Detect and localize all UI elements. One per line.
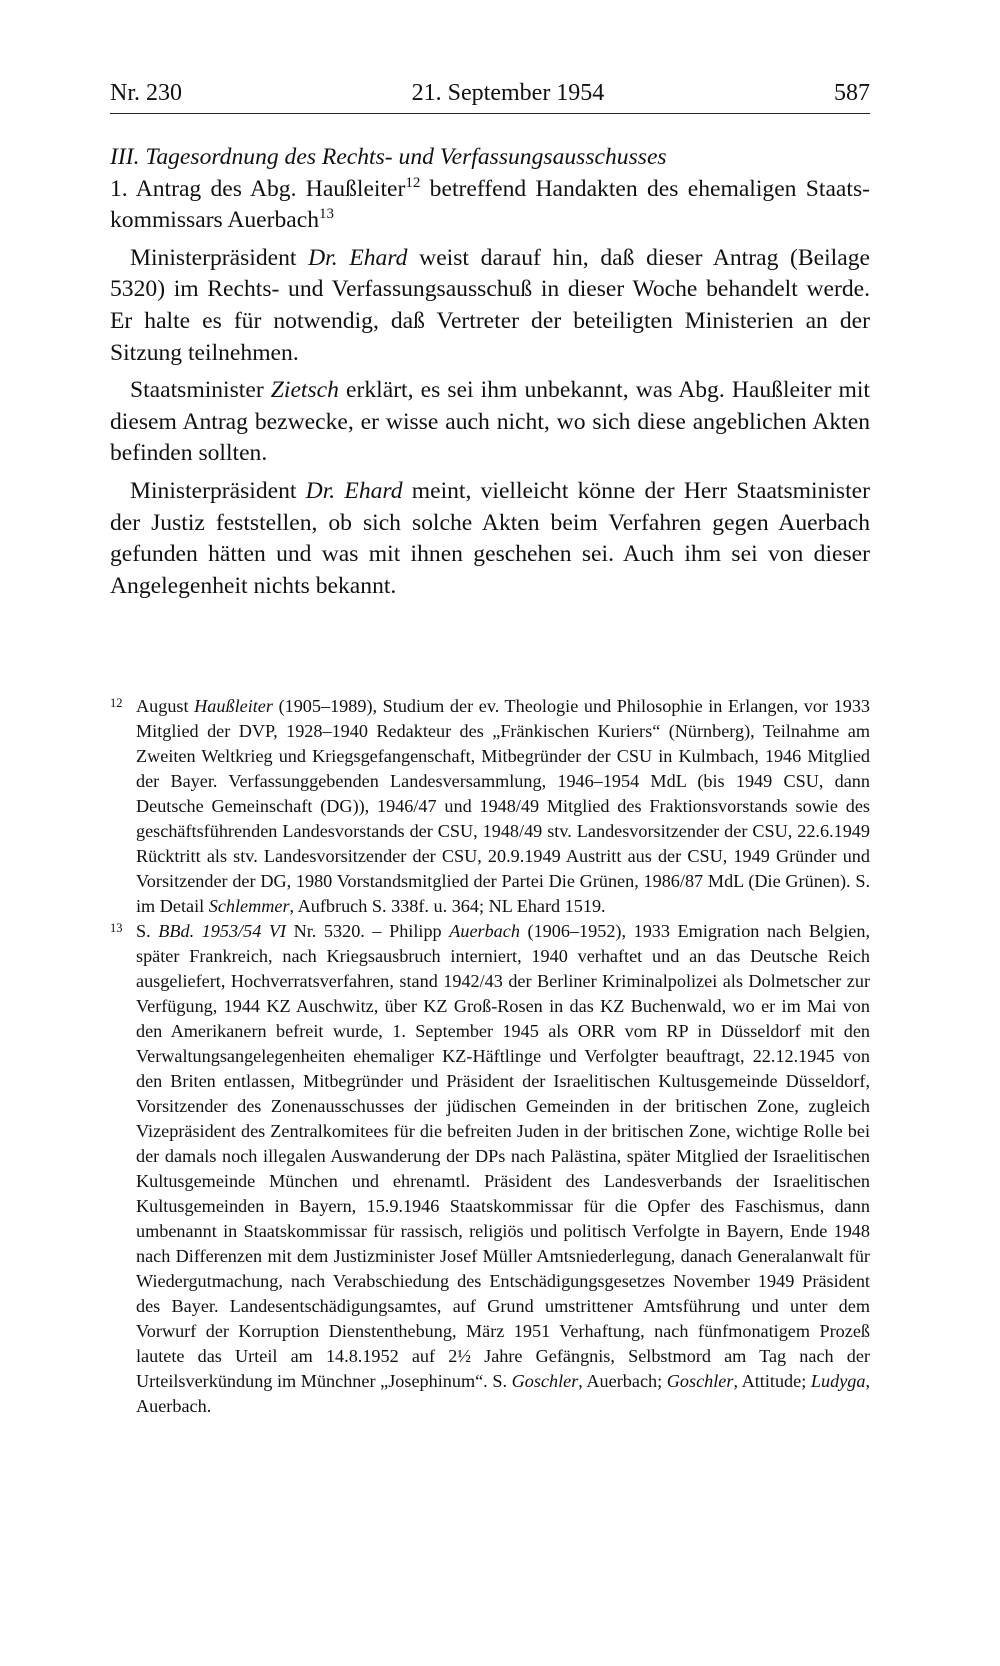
main-text (110, 142, 870, 602)
paragraph-3: Ministerpräsident Dr. Ehard meint, vielleicht könne der Herr Staatsminister der Justiz feststellen, ob sich solche Akten beim Verfahren gegen Auerbach gefunden hätten und was mit ihnen geschehen sei. Auch ihm sei von dieser Angelegenheit nichts bekannt. (110, 477, 870, 599)
paragraph-2: Staatsminister Zietsch erklärt, es sei ihm unbekannt, was Abg. Haußleiter mit diesem Antrag bezwecke, er wisse auch nicht, wo sich diese angeblichen Akten befinden sollten. (110, 377, 870, 467)
running-header (110, 78, 870, 114)
footnotes (110, 694, 870, 1419)
page-number: 587 (833, 80, 870, 106)
section-title: III. Tagesordnung des Rechts- und Verfassungsausschusses (110, 144, 667, 170)
header-date: 21. September 1954 (411, 80, 605, 106)
document-number: Nr. 230 (110, 80, 182, 106)
footnote-ref-12: 12 (405, 174, 421, 191)
speaker-name: Dr. Ehard (308, 244, 408, 271)
footnote-ref-13: 13 (319, 206, 335, 223)
footnote-13: 13 S. BBd. 1953/54 VI Nr. 5320. – Philipp Auerbach (1906–1952), 1933 Emigration nach Belgien, später Frankreich, nach Kriegsausbruch interniert, 1940 verhaftet und an das Deutsche Reich ausgeliefert, Hochverratsverfahren, stand 1942/43 der Berliner Kriminalpolizei als Dolmetscher zur Verfügung, 1944 KZ Auschwitz, über KZ Groß-Rosen in das KZ Buchenwald, wo er im Mai von den Amerikanern befreit wurde, 1. September 1945 als ORR vom RP in Düsseldorf mit den Verwaltungsangelegenheiten ehemaliger KZ-Häftlinge und Verfolgter beauftragt, 22.12.1945 von den Briten entlassen, Mitbegründer und Präsident der Israelitischen Kultusgemeinde Düsseldorf, Vorsitzender des Zonenausschusses der jüdischen Gemeinden in der britischen Zone, zugleich Vizepräsident des Zentralkomitees für die befreiten Juden in der britischen Zone, wichtige Rolle bei der damals noch illegalen Auswanderung der DPs nach Palästina, später Mitglied der Israelitischen Kultusgemeinde München und ehrenamtl. Präsident des Landesverbands der Israelitischen Kultusgemeinden in Bayern, 15.9.1946 Staatskommissar für die Opfer des Faschismus, dann umbenannt in Staatskommissar für rassisch, religiös und politisch Verfolgte in Bayern, Ende 1948 nach Differenzen mit dem Justizminister Josef Müller Amtsniederlegung, danach Generalanwalt für Wiedergutmachung, nach Verabschiedung des Entschädigungsgesetzes November 1949 Präsident des Bayer. Landesentschädigungsamtes, auf Grund umstrittener Amtsführung und unter dem Vorwurf der Korruption Dienstenthebung, März 1951 Verhaftung, nach fünfmonatigem Prozeß lautete das Urteil am 14.8.1952 auf 2½ Jahre Gefängnis, Selbstmord am Tag nach der Urteilsverkündung im Münchner „Josephinum“. S. Goschler, Auerbach; Goschler, Attitude; Ludyga, Auerbach. (110, 919, 870, 1419)
agenda-item: 1. Antrag des Abg. Haußleiter$^{12}$ betreffend Handakten des ehemaligen Staatskommissars Auerbach$^{13}$ (110, 174, 870, 234)
speaker-name: Zietsch (270, 377, 339, 404)
footnote-12: 12 August Haußleiter (1905–1989), Studium der ev. Theologie und Philosophie in Erlangen, vor 1933 Mitglied der DVP, 1928–1940 Redakteur des „Fränkischen Kuriers“ (Nürnberg), Teilnahme am Zweiten Weltkrieg und Kriegsgefangenschaft, Mitbegründer der CSU in Kulmbach, 1946 Mitglied der Bayer. Verfassunggebenden Landesversammlung, 1946–1954 MdL (bis 1949 CSU, dann Deutsche Gemeinschaft (DG)), 1946/47 und 1948/49 Mitglied des Fraktionsvorstands sowie des geschäftsführenden Landesvorstands der CSU, 1948/49 stv. Landesvorsitzender der CSU, 22.6.1949 Rücktritt als stv. Landesvorsitzender der CSU, 20.9.1949 Austritt aus der CSU, 1949 Gründer und Vorsitzender der DG, 1980 Vorstandsmitglied der Partei Die Grünen, 1986/87 MdL (Die Grünen). S. im Detail Schlemmer, Aufbruch S. 338f. u. 364; NL Ehard 1519. (110, 694, 870, 919)
page (110, 78, 870, 1419)
footnote-number: 12 (110, 696, 123, 711)
paragraph-1: Ministerpräsident Dr. Ehard weist darauf hin, daß dieser Antrag (Beilage 5320) im Rechts- und Verfassungsausschuß in dieser Woche behandelt werde. Er halte es für notwendig, daß Vertreter der beteiligten Ministerien an der Sitzung teilnehmen. (110, 244, 870, 366)
footnote-number: 13 (110, 921, 123, 936)
speaker-name: Dr. Ehard (305, 477, 403, 504)
